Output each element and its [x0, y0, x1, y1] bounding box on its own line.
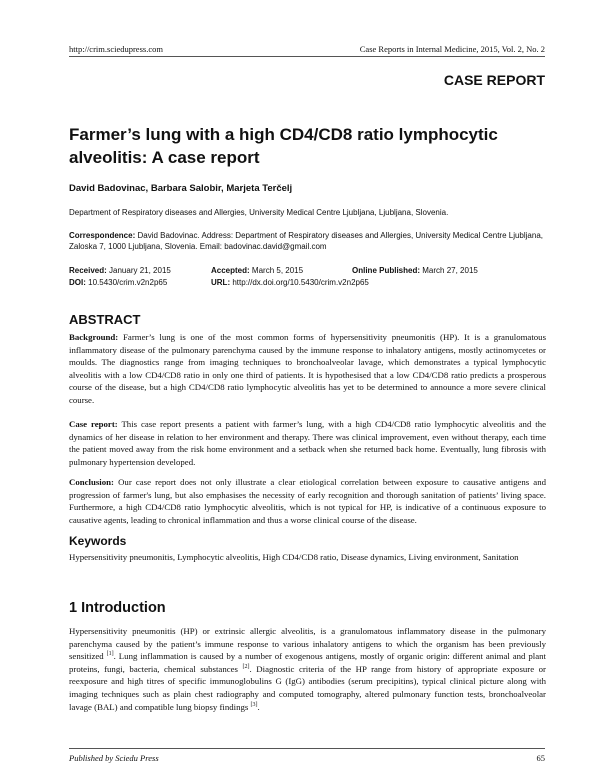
- footer-divider: [69, 748, 545, 749]
- url-value[interactable]: http://dx.doi.org/10.5430/crim.v2n2p65: [232, 278, 369, 287]
- header-url[interactable]: http://crim.sciedupress.com: [69, 44, 163, 54]
- introduction-heading: 1 Introduction: [69, 600, 166, 616]
- doi-label: DOI:: [69, 278, 86, 287]
- abstract-background: [69, 331, 546, 407]
- published-label: Online Published:: [352, 266, 421, 275]
- received-label: Received:: [69, 266, 107, 275]
- keywords-text: Hypersensitivity pneumonitis, Lymphocytic alveolitis, High CD4/CD8 ratio, Disease dynamics, Living environment, Sanitation: [69, 552, 519, 562]
- accepted-date: [211, 266, 303, 275]
- publisher: Published by Sciedu Press: [69, 753, 159, 763]
- doi: [69, 278, 167, 287]
- correspondence-label: Correspondence:: [69, 231, 136, 240]
- article-title: Farmer’s lung with a high CD4/CD8 ratio lymphocytic alveolitis: A case report: [69, 125, 498, 167]
- intro-text-1: Hypersensitivity pneumonitis (HP) or extrinsic allergic alveolitis, is a granulomatous inflammatory disease in the pulmonary parenchyma caused by the patient’s immune response to various inhalatory antigens to which the organism has been previously sensitized: [69, 626, 546, 662]
- citation-ref-2[interactable]: [2]: [242, 663, 250, 670]
- case-label: Case report:: [69, 419, 118, 429]
- received-date: [69, 266, 171, 275]
- received-value: January 21, 2015: [109, 266, 171, 275]
- correspondence: [69, 230, 547, 252]
- correspondence-text: David Badovinac. Address: Department of Respiratory diseases and Allergies, University Medical Centre Ljubljana, Zaloska 7, 1000 Ljubljana, Slovenia. Email: badovinac.david@gmail.com: [69, 231, 544, 251]
- accepted-label: Accepted:: [211, 266, 250, 275]
- journal-citation: Case Reports in Internal Medicine, 2015, Vol. 2, No. 2: [359, 44, 545, 54]
- affiliation: Department of Respiratory diseases and Allergies, University Medical Centre Ljubljana, Ljubljana, Slovenia.: [69, 208, 449, 217]
- conclusion-text: Our case report does not only illustrate a clear etiological correlation between exposure to causative antigens and progression of farmer's lung, but also emphasises the necessity of early recognition and thorough sanitation of patients’ living space. Furthermore, a high CD4/CD8 ratio lymphocytic alveolitis, which is not typical for HP, is indicative of a continuous exposure to causative agents, leading to chronical inflammation and thus a worse clinical course of the disease.: [69, 477, 546, 525]
- abstract-conclusion: [69, 476, 546, 526]
- background-text: Farmer’s lung is one of the most common forms of hypersensitivity pneumonitis (HP). It is a granulomatous inflammatory disease of the pulmonary parenchyma caused by the immune response to inhalatory antigens, mostly actinomycetes or moulds. The diagnostics range from imaging techniques to bronchoalveolar lavage, which demonstrates a typical lymphocytic alveolitis with a low CD4/CD8 ratio in only one third of patients. It is hypothesised that a low CD4/CD8 ratio predicts a prosperous course of the disease, but a high CD4/CD8 ratio lymphocytic alveolitis has yet to be determined to announce a more severe clinical course.: [69, 332, 547, 405]
- intro-text-3: . Diagnostic criteria of the HP range from history of appropriate exposure or reexposure and high titres of specific immunoglobulins G (IgG) antibodies (serum precipitins), typical clinical picture along with imaging techniques such as plain chest radiography and computed tomography, altered pulmonary function tests, bronchoalveolar lavage (BAL) and compatible lung biopsy findings: [69, 663, 546, 712]
- citation-ref-3[interactable]: [3]: [250, 701, 258, 708]
- intro-text-2: . Lung inflammation is caused by a number of exogenous antigens, mostly of organic origin: different animal and plant proteins, fungi, bacteria, chemical substances: [69, 651, 546, 674]
- page-number: 65: [536, 753, 545, 763]
- accepted-value: March 5, 2015: [251, 266, 304, 275]
- intro-text-4: .: [257, 701, 260, 712]
- abstract-heading: ABSTRACT: [69, 312, 141, 327]
- keywords-heading: Keywords: [69, 534, 127, 548]
- introduction-paragraph: [69, 625, 546, 713]
- background-label: Background:: [69, 332, 119, 342]
- url-label: URL:: [211, 278, 231, 287]
- header-divider: [69, 56, 545, 57]
- conclusion-label: Conclusion:: [69, 477, 114, 487]
- doi-value[interactable]: 10.5430/crim.v2n2p65: [88, 278, 168, 287]
- case-text: This case report presents a patient with farmer’s lung, with a high CD4/CD8 ratio lymphocytic alveolitis and the dynamics of her disease in relation to her environment and therapy. There was clinical improvement, even without therapy, each time the patient moved away from the risk home environment and a setback when she returned back home. Eventually, lung fibrosis with pulmonary hypertension developed.: [69, 419, 546, 467]
- article-url: [211, 278, 369, 287]
- abstract-case-report: [69, 418, 546, 468]
- citation-ref-1[interactable]: [1]: [106, 651, 114, 658]
- published-date: [352, 266, 478, 275]
- section-label: CASE REPORT: [443, 72, 545, 88]
- author-list: David Badovinac, Barbara Salobir, Marjeta Terčelj: [69, 183, 293, 194]
- published-value: March 27, 2015: [422, 266, 478, 275]
